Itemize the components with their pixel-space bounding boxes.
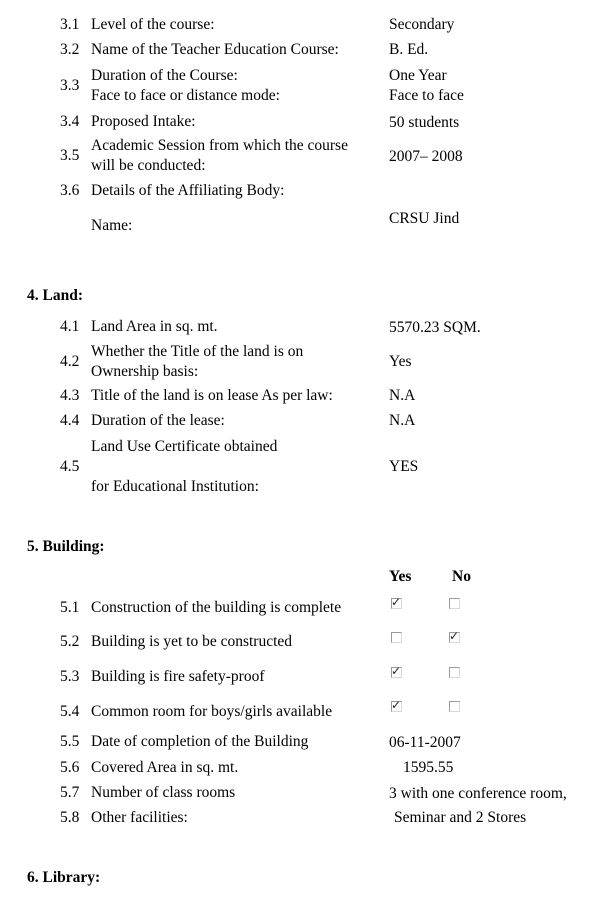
item-label: Ownership basis: [91,363,199,380]
item-value: N.A [389,387,416,404]
checkmark-icon: ✓ [449,629,460,643]
section-heading-land: 4. Land: [27,287,83,304]
item-label: Land Area in sq. mt. [91,318,218,335]
item-label: will be conducted: [91,157,206,174]
checkbox-no[interactable] [449,701,460,712]
item-number: 4.5 [60,458,80,475]
item-value: 06-11-2007 [389,734,461,751]
item-label: Whether the Title of the land is on [91,343,304,360]
item-number: 3.1 [60,16,80,33]
item-label: Level of the course: [91,16,215,33]
checkmark-icon: ✓ [391,595,402,609]
item-number: 3.4 [60,113,80,130]
item-label: Title of the land is on lease As per law: [91,387,333,404]
checkbox-no[interactable] [449,629,460,643]
item-label: Building is fire safety-proof [91,668,265,685]
column-header-no: No [452,568,471,585]
item-label: Covered Area in sq. mt. [91,759,239,776]
item-number: 5.7 [60,784,80,801]
item-value: CRSU Jind [389,210,460,227]
item-value: 2007– 2008 [389,148,463,165]
item-value: 3 with one conference room, [389,785,567,802]
checkmark-icon: ✓ [391,698,402,712]
item-value: B. Ed. [389,41,429,58]
item-number: 3.3 [60,77,80,94]
item-value: Yes [389,353,412,370]
item-number: 3.6 [60,182,80,199]
item-number: 3.5 [60,147,80,164]
checkbox-yes[interactable] [391,632,402,643]
item-value: N.A [389,412,416,429]
item-value: One Year [389,67,447,84]
item-value: 50 students [389,114,460,131]
item-label: Date of completion of the Building [91,733,309,750]
column-header-yes: Yes [389,568,412,585]
item-label: Name of the Teacher Education Course: [91,41,339,58]
item-value: YES [389,458,419,475]
item-label: Construction of the building is complete [91,599,342,616]
item-number: 4.1 [60,318,80,335]
item-label: Land Use Certificate obtained [91,438,278,455]
item-label: Name: [91,217,133,234]
item-number: 5.1 [60,599,80,616]
checkbox-yes[interactable] [391,595,402,609]
item-number: 3.2 [60,41,80,58]
item-label: Building is yet to be constructed [91,633,293,650]
item-number: 4.3 [60,387,80,404]
item-number: 5.5 [60,733,80,750]
item-label: Details of the Affiliating Body: [91,182,285,199]
section-heading-library: 6. Library: [27,869,101,886]
item-number: 5.6 [60,759,80,776]
checkbox-no[interactable] [449,667,460,678]
item-number: 4.2 [60,353,80,370]
item-label: Duration of the lease: [91,412,225,429]
item-value: Face to face [389,87,464,104]
checkbox-yes[interactable] [391,698,402,712]
item-label: Academic Session from which the course [91,137,348,154]
checkbox-yes[interactable] [391,664,402,678]
item-value: 1595.55 [403,759,454,776]
item-label: Common room for boys/girls available [91,703,333,720]
checkbox-no[interactable] [449,598,460,609]
item-number: 5.4 [60,703,80,720]
checkmark-icon: ✓ [391,664,402,678]
item-value: Secondary [389,16,455,33]
section-heading-building: 5. Building: [27,538,105,555]
item-label: Duration of the Course: [91,67,238,84]
item-number: 5.8 [60,809,80,826]
item-value: Seminar and 2 Stores [394,809,527,826]
item-label: Proposed Intake: [91,113,196,130]
item-label: Number of class rooms [91,784,236,801]
item-label: Other facilities: [91,809,188,826]
item-label: Face to face or distance mode: [91,87,280,104]
item-number: 4.4 [60,412,80,429]
item-label: for Educational Institution: [91,478,259,495]
item-number: 5.3 [60,668,80,685]
item-value: 5570.23 SQM. [389,319,481,336]
item-number: 5.2 [60,633,80,650]
